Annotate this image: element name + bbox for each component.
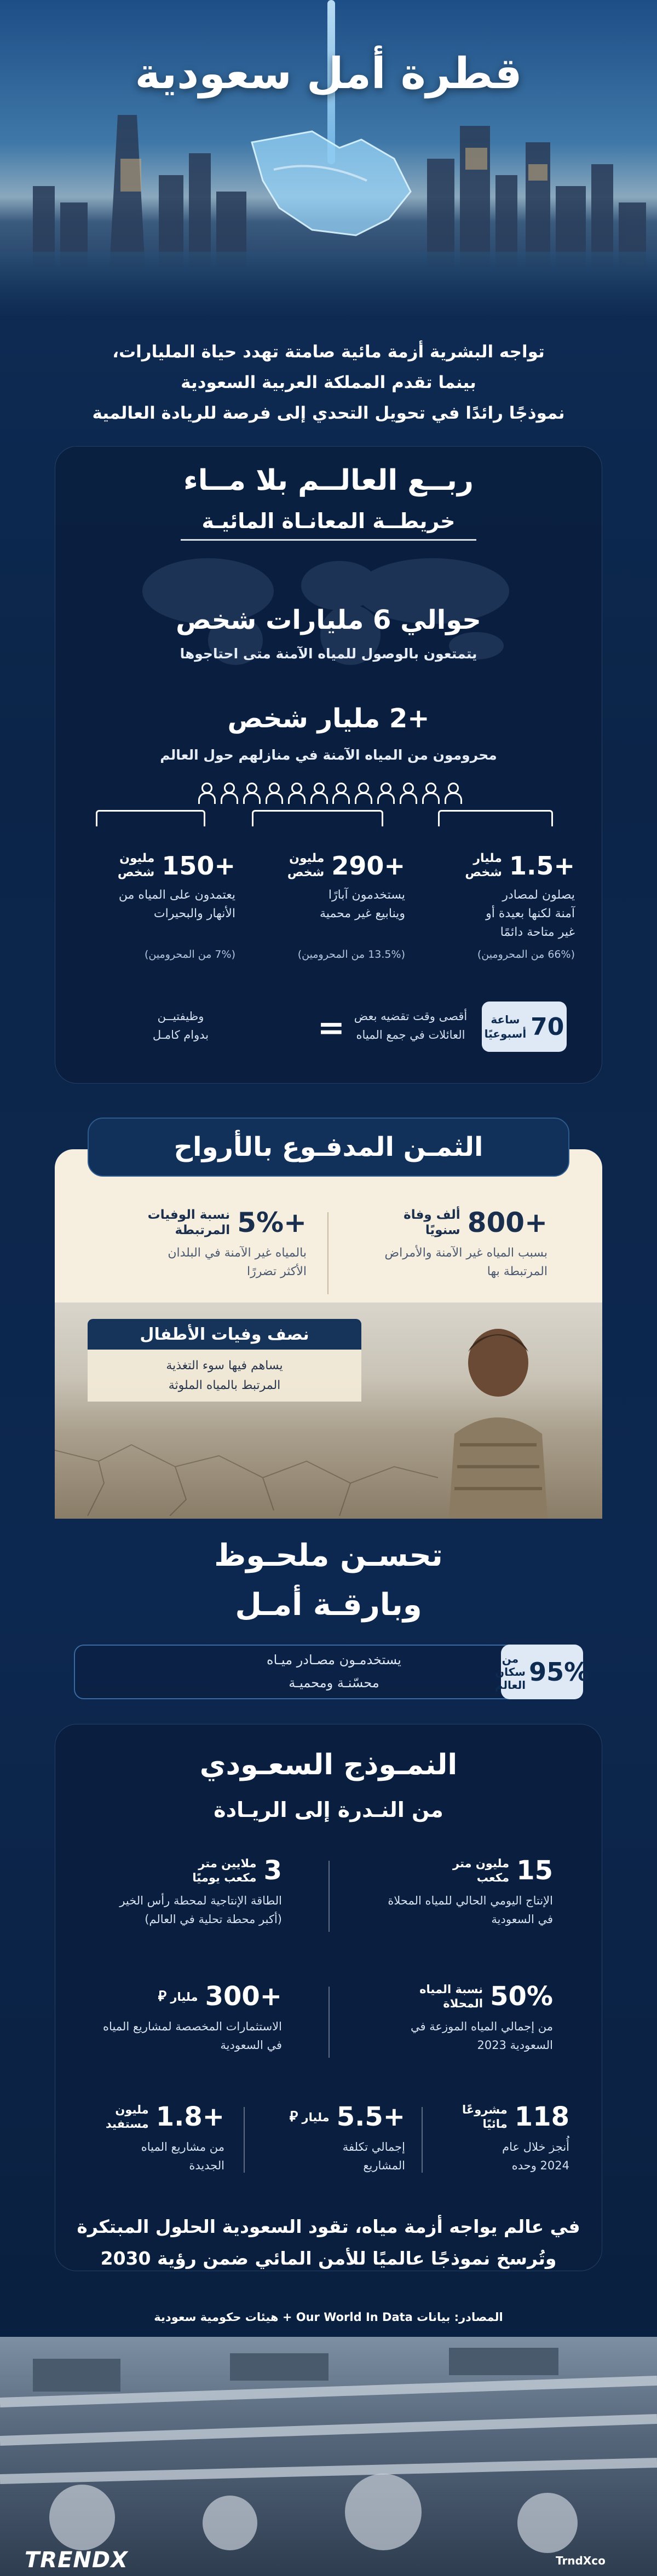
jobs-desc	[104, 1007, 257, 1044]
saudi-map-water-icon	[230, 109, 427, 252]
stat-number: +300	[205, 1981, 282, 2012]
stat-unit-2: سنويًا	[425, 1223, 460, 1237]
improvement-percent-box	[494, 1645, 590, 1699]
improvement-desc-line: محسّنـة ومحميـة	[289, 1675, 379, 1691]
conclusion-line: في عالم يواجه أزمة مياه، تقود السعودية الحلول المبتكرة	[77, 2216, 580, 2237]
stat-unit	[118, 852, 155, 880]
stat-desc-line: آمنة لكنها بعيدة أو	[486, 907, 575, 921]
stat-desalinated-share	[372, 1981, 553, 2054]
stat-desc-line: إجمالي تكلفة	[342, 2140, 405, 2154]
stat-percent: (13.5% من المحرومين)	[297, 948, 405, 960]
stat-desc	[438, 2138, 569, 2175]
stat-unit	[419, 1982, 483, 2011]
stat-unit-2: مكعب	[476, 1871, 510, 1884]
stat-desc	[252, 886, 405, 942]
riyal-symbol-icon: ⃁	[158, 1988, 167, 2005]
stat-unit-1: مليار	[302, 2110, 330, 2124]
riyal-symbol-icon: ⃁	[289, 2108, 298, 2125]
stat-desc-line: (أكبر محطة تحلية في العالم)	[145, 1913, 282, 1926]
stat-desc-line: يصلون لمصادر	[502, 888, 575, 902]
hours-unit-1: ساعة	[491, 1013, 520, 1026]
stat-desc-line: السعودية 2023	[477, 2039, 553, 2052]
stat-number: 50%	[490, 1981, 553, 2012]
stat-290-million	[252, 851, 405, 960]
stat-desc	[93, 2138, 224, 2175]
stat-number: 15	[516, 1855, 553, 1886]
stat-desc-line: في السعودية	[220, 2039, 282, 2052]
stat-unit	[148, 1207, 230, 1238]
stat-number: +1.8	[155, 2102, 224, 2132]
stat-desc	[372, 2017, 553, 2054]
stat-desc-line: 2024 وحده	[511, 2159, 569, 2172]
bracket-right	[438, 810, 553, 826]
stat-desc-line: يستخدمون آبارًا	[328, 888, 405, 902]
row3-divider-right	[422, 2107, 423, 2173]
stat-unit-1: ملايين متر	[198, 1857, 257, 1870]
conclusion-text	[0, 2211, 657, 2274]
stat-unit-2: المرتبطة	[175, 1223, 230, 1237]
stat-unit-1: ألف وفاة	[404, 1208, 460, 1222]
stat-unit-1: مليار	[473, 852, 502, 865]
section1-subtitle: خريطــة المعانـاة المائيـة	[201, 509, 456, 533]
hours-box	[482, 1002, 567, 1052]
stat-number: +1.5	[509, 851, 575, 881]
person-icon	[197, 783, 214, 804]
improvement-unit-1: من سكان	[495, 1652, 526, 1678]
stat-800k-deaths	[350, 1207, 548, 1281]
person-icon	[242, 783, 258, 804]
person-icon	[331, 783, 348, 804]
stat-number: +5%	[237, 1207, 307, 1238]
stat-150-million	[82, 851, 235, 960]
stat-desc-line: بسبب المياه غير الآمنة والأمراض	[384, 1246, 548, 1260]
stat-desc	[350, 1244, 548, 1281]
stat-unit-2: شخص	[287, 866, 325, 879]
trendx-logo: TRENDX	[25, 2548, 128, 2573]
stat-unit	[158, 1989, 198, 2004]
stat-desc	[263, 2138, 405, 2175]
equals-sign: =	[317, 1009, 345, 1047]
person-icon	[309, 783, 326, 804]
stat-desc-line: وينابيع غير محمية	[320, 907, 405, 921]
stat-desc-line: المشاريع	[363, 2159, 405, 2172]
stat-desc-line: المرتبطة بها	[487, 1265, 548, 1278]
stat-desc-line: غير متاحة دائمًا	[500, 925, 575, 939]
stat-desc-line: الأكثر تضررًا	[247, 1265, 307, 1278]
row1-divider	[328, 1861, 330, 1932]
trndxco-brand: TrndXco	[556, 2554, 606, 2567]
stat-ras-al-khair	[101, 1855, 282, 1929]
stat-unit	[465, 852, 502, 880]
main-title: قطرة أمل سعودية	[135, 49, 522, 99]
stat-desc-spacer	[82, 923, 235, 942]
stat-unit	[453, 1856, 509, 1885]
stat-desc-line: يعتمدون على المياه من	[118, 888, 235, 902]
two-billion-title: +2 مليار شخص	[227, 703, 430, 734]
stat-1-5-billion	[422, 851, 575, 960]
stat-unit	[106, 2103, 149, 2131]
improvement-desc-line: يستخدمـون مصـادر ميـاه	[267, 1652, 401, 1668]
row2-divider	[328, 1987, 330, 2058]
person-icon	[421, 783, 437, 804]
stat-unit-1: مليار	[170, 1990, 198, 2004]
person-icon	[287, 783, 303, 804]
stat-unit-1: نسبة المياه	[419, 1983, 483, 1996]
stat-desc-line: الاستثمارات المخصصة لمشاريع المياه	[103, 2020, 282, 2033]
person-icon	[264, 783, 281, 804]
stat-unit-2: شخص	[117, 866, 155, 879]
stat-desc	[82, 886, 235, 942]
stat-desc	[422, 886, 575, 942]
stat-number: +5.5	[336, 2102, 405, 2132]
hours-desc-line: العائلات في جمع المياه	[356, 1028, 465, 1041]
improvement-unit-2: العالم	[494, 1678, 526, 1692]
stat-desc	[372, 1891, 553, 1929]
section4-title: النمـوذج السعـودي	[199, 1749, 458, 1781]
stat-beneficiaries	[93, 2102, 224, 2175]
stat-number: 3	[263, 1855, 282, 1886]
improvement-desc	[181, 1648, 487, 1694]
stat-desc	[110, 1244, 307, 1281]
stat-daily-desalination	[372, 1855, 553, 1929]
intro-line-3: نموذجًا رائدًا في تحويل التحدي إلى فرصة للريادة العالمية	[92, 403, 565, 423]
intro-line-2: بينما تقدم المملكة العربية السعودية	[181, 373, 476, 392]
sources-text: المصادر: بيانات Our World In Data + هيئات حكومية سعودية	[154, 2311, 503, 2324]
hours-desc-line: أقصى وقت تقضيه بعض	[354, 1010, 468, 1023]
stat-desc	[101, 1891, 282, 1929]
intro-line-1: تواجه البشرية أزمة مائية صامتة تهدد حياة المليارات،	[112, 342, 545, 362]
stat-desc-line: الأنهار والبحيرات	[153, 907, 235, 921]
hours-unit	[485, 1012, 527, 1041]
improvement-percent: 95%	[529, 1657, 590, 1687]
conclusion-line: وتُرسخ نموذجًا عالميًا للأمن المائي ضمن رؤية 2030	[100, 2248, 557, 2269]
cracked-earth-texture	[55, 1428, 438, 1516]
section3-title-line-1: تحسـن ملحـوظ	[214, 1538, 443, 1573]
stat-number: +800	[467, 1207, 548, 1238]
children-desc-line: المرتبط بالمياه الملوثة	[168, 1379, 281, 1392]
person-icon	[443, 783, 460, 804]
stat-unit	[290, 2110, 330, 2125]
stat-desc-line: الجديدة	[189, 2159, 224, 2172]
stat-unit-1: مليون	[115, 2103, 149, 2116]
stat-unit	[462, 2103, 508, 2131]
person-icon	[220, 783, 236, 804]
stat-projects-cost	[263, 2102, 405, 2175]
water-reflection	[0, 252, 657, 317]
desalination-plant-photo	[0, 2337, 657, 2576]
stat-unit	[404, 1207, 460, 1238]
stat-percent: (66% من المحرومين)	[477, 948, 575, 960]
jobs-desc-line: وظيفتيــن	[157, 1010, 204, 1023]
children-desc-line: يساهم فيها سوء التغذية	[166, 1359, 283, 1373]
stat-5pct-deaths	[110, 1207, 307, 1281]
stat-water-investments	[101, 1981, 282, 2054]
stat-unit	[287, 852, 325, 880]
stat-unit-1: مليون متر	[452, 1857, 510, 1870]
stat-unit-1: مشروعًا	[462, 2103, 508, 2116]
stat-unit-2: شخص	[465, 866, 502, 879]
stat-unit-2: مائيًا	[482, 2117, 508, 2131]
stat-number: +150	[162, 851, 235, 881]
stat-unit	[192, 1856, 256, 1885]
person-icon	[399, 783, 415, 804]
hours-unit-2: أسبوعيًا	[484, 1027, 527, 1040]
section1-title: ربــع العالــم بلا مــاء	[183, 464, 474, 497]
stat-unit-2: المحلاة	[443, 1997, 483, 2010]
section3-title-line-2: وبارقـة أمـل	[235, 1587, 422, 1623]
stat-unit-2: مكعب يوميًا	[192, 1871, 257, 1884]
hero-banner	[0, 0, 657, 317]
stat-desc-line: أُنجز خلال عام	[502, 2140, 569, 2154]
intro-text	[33, 337, 624, 429]
section2-title: الثمـن المدفـوع بالأرواح	[88, 1118, 569, 1177]
bracket-left	[96, 810, 205, 826]
children-deaths-title: نصف وفيات الأطفال	[88, 1319, 361, 1350]
row3-divider-left	[244, 2107, 245, 2173]
stat-unit-1: مليون	[289, 852, 325, 865]
section4-subtitle: من النـدرة إلى الريـادة	[214, 1798, 443, 1822]
stat-desc-line: من إجمالي المياه الموزعة في	[411, 2020, 553, 2033]
bracket-middle	[252, 810, 383, 826]
stat-desc-line: الطاقة الإنتاجية لمحطة رأس الخير	[119, 1894, 282, 1907]
stat-unit-2: مستفيد	[105, 2117, 149, 2131]
section2-divider	[327, 1212, 328, 1294]
stat-unit-1: نسبة الوفيات	[147, 1208, 230, 1222]
stat-desc-line: في السعودية	[491, 1913, 553, 1926]
stat-desc-line: بالمياه غير الآمنة في البلدان	[168, 1246, 307, 1260]
pipes-illustration	[0, 2337, 657, 2576]
stat-unit-1: مليون	[119, 852, 155, 865]
stat-number: +290	[331, 851, 405, 881]
stat-percent: (7% من المحرومين)	[144, 948, 235, 960]
jobs-desc-line: بدوام كامـل	[152, 1028, 209, 1041]
stat-desc	[101, 2017, 282, 2054]
stat-desc-line: الإنتاج اليومي الحالي للمياه المحلاة	[388, 1894, 553, 1907]
two-billion-desc: محرومون من المياه الآمنة في منازلهم حول العالم	[160, 747, 497, 763]
stat-desc-line: من مشاريع المياه	[141, 2140, 224, 2154]
six-billion-title: حوالي 6 مليارات شخص	[176, 605, 481, 635]
person-icon	[354, 783, 370, 804]
section1-underline	[181, 539, 476, 541]
person-icon	[376, 783, 393, 804]
hours-number: 70	[531, 1012, 564, 1041]
stat-projects-2024	[438, 2102, 569, 2175]
children-deaths-desc	[88, 1350, 361, 1402]
child-figure-photo	[427, 1313, 569, 1519]
stat-number: 118	[514, 2102, 569, 2132]
people-icons-row	[197, 783, 460, 804]
six-billion-desc: يتمتعون بالوصول للمياه الآمنة متى احتاجوها	[180, 646, 477, 662]
stat-desc-spacer	[252, 923, 405, 942]
hours-desc	[345, 1007, 476, 1044]
improvement-unit	[495, 1652, 526, 1692]
